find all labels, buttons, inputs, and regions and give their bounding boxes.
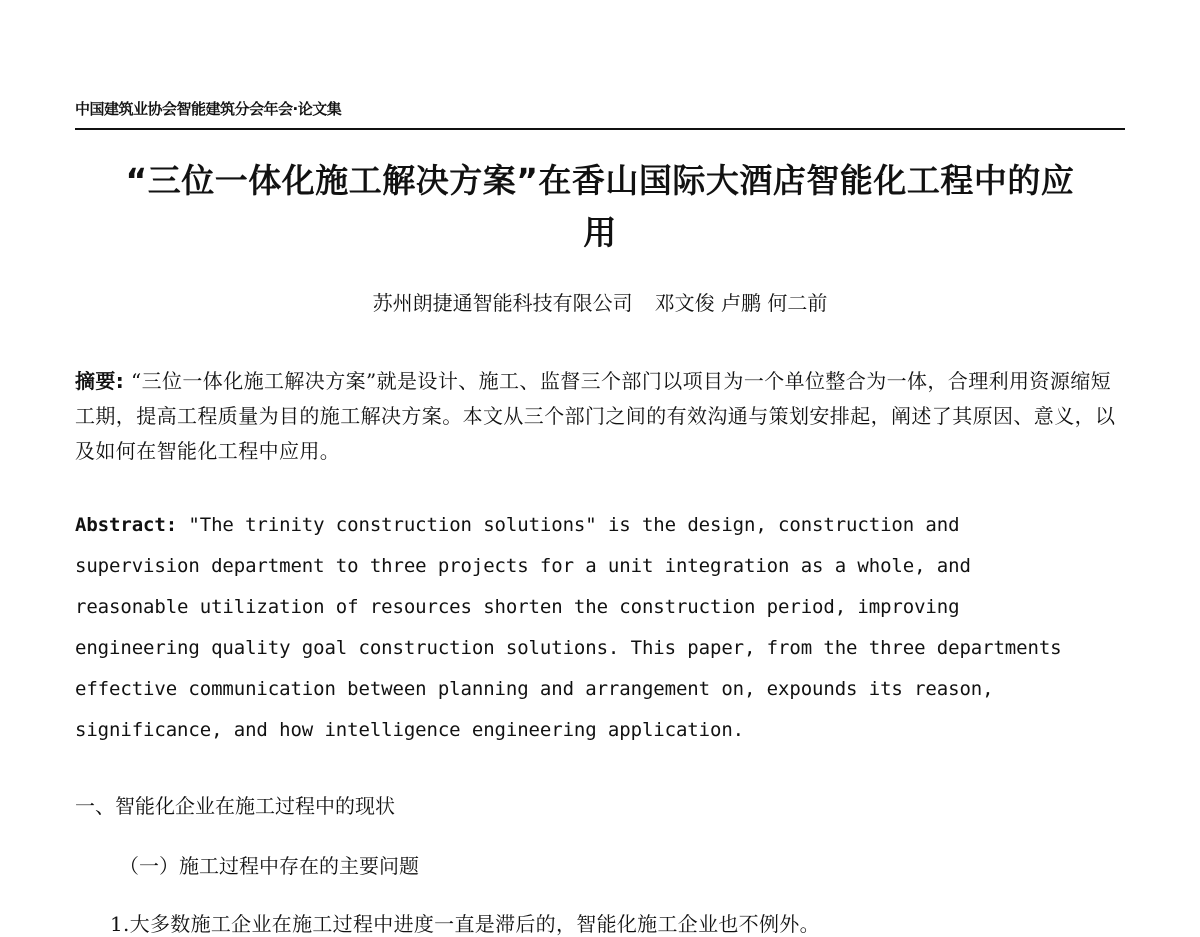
english-abstract-label: Abstract: [75,514,178,536]
english-abstract-line-3: reasonable utilization of resources shorten the construction period, improving [75,596,960,618]
english-abstract-line-1 [75,505,1135,546]
header-divider [75,128,1125,130]
chinese-abstract-label: 摘要: [75,369,125,393]
english-abstract-line-1-text: "The trinity construction solutions" is the design, construction and [177,514,960,536]
english-abstract-line-2: supervision department to three projects for a unit integration as a whole, and [75,555,971,577]
subsection-heading-1: （一）施工过程中存在的主要问题 [119,854,419,878]
paper-title-line-2: 用 [583,213,617,252]
chinese-abstract [75,364,1125,469]
paper-title-line-1: “三位一体化施工解决方案”在香山国际大酒店智能化工程中的应 [125,161,1075,200]
english-abstract-line-4: engineering quality goal construction solutions. This paper, from the three departments [75,637,1062,659]
english-abstract-line-6: significance, and how intelligence engineering application. [75,719,744,741]
author-names: 邓文俊 卢鹏 何二前 [654,291,828,315]
author-line [70,287,1130,316]
body-point-1: 1.大多数施工企业在施工过程中进度一直是滞后的，智能化施工企业也不例外。 [110,912,820,936]
paper-title [70,155,1130,259]
english-abstract [75,505,1135,751]
running-header: 中国建筑业协会智能建筑分会年会·论文集 [75,100,342,118]
english-abstract-line-5: effective communication between planning and arrangement on, expounds its reason, [75,678,994,700]
chinese-abstract-text: “三位一体化施工解决方案”就是设计、施工、监督三个部门以项目为一个单位整合为一体，合理利用资源缩短工期，提高工程质量为目的施工解决方案。本文从三个部门之间的有效沟通与策划安排起，阐述了其原因、意义，以及如何在智能化工程中应用。 [75,369,1116,463]
section-heading-1: 一、智能化企业在施工过程中的现状 [75,794,395,818]
company-name: 苏州朗捷通智能科技有限公司 [372,291,633,315]
